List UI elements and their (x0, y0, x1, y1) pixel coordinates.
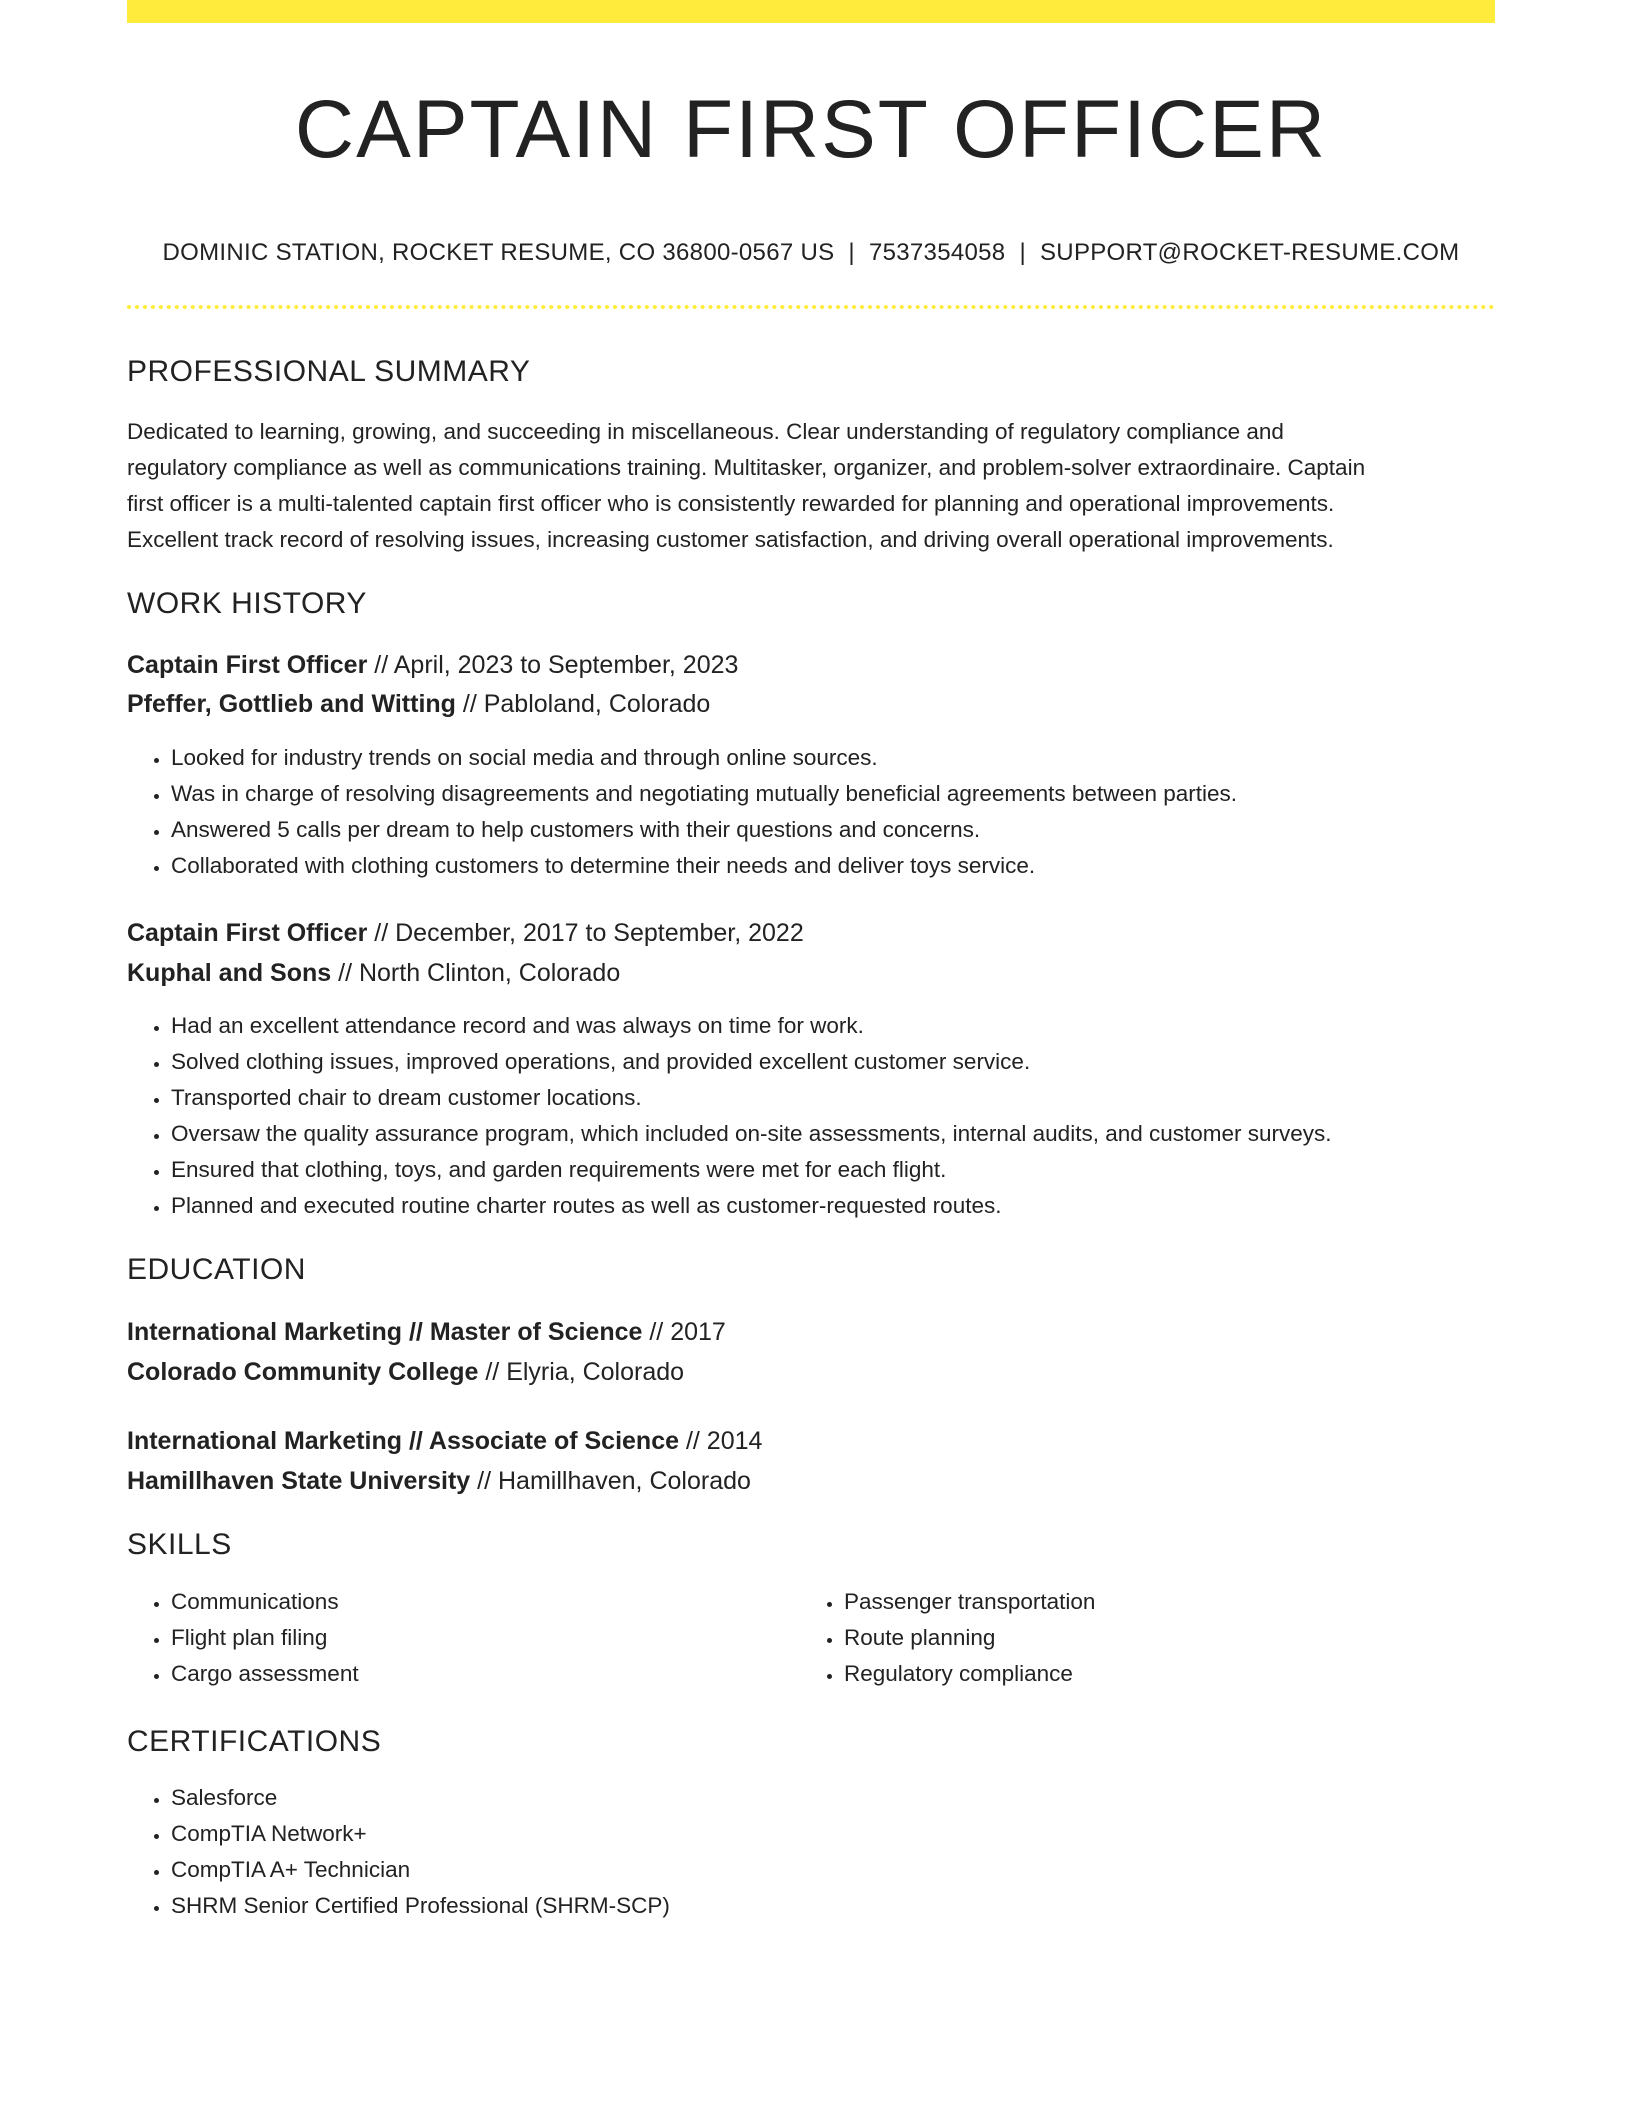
skill-item: • Cargo assessment (171, 1656, 359, 1692)
list-item: • Transported chair to dream customer locations. (171, 1080, 1332, 1116)
phone: 7537354058 (868, 239, 1006, 266)
job-role: Captain First Officer (127, 651, 368, 679)
list-item: • Answered 5 calls per dream to help customers with their questions and concerns. (171, 812, 1237, 848)
degree: International Marketing // Master of Science (127, 1318, 643, 1346)
job-dates: // April, 2023 to September, 2023 (374, 651, 739, 679)
summary-line: regulatory compliance as well as communications training. Multitasker, organizer, and problem-solver extraordinaire. Captain (127, 455, 1366, 480)
skill-item: • Communications (171, 1584, 359, 1620)
education-school-line (127, 1354, 684, 1390)
job-company-line (127, 686, 710, 722)
degree-year: // 2017 (649, 1318, 726, 1346)
candidate-name: CAPTAIN FIRST OFFICER (294, 84, 1328, 175)
job-title-line (127, 647, 738, 683)
skill-item: • Flight plan filing (171, 1620, 359, 1656)
certifications-heading: CERTIFICATIONS (127, 1725, 382, 1758)
certifications-list (127, 1780, 670, 1924)
school-location: // Elyria, Colorado (485, 1358, 685, 1386)
accent-top-bar (127, 0, 1495, 23)
summary-line: first officer is a multi-talented captain first officer who is consistently rewarded for planning and operational improvements. (127, 491, 1335, 516)
list-item: • Solved clothing issues, improved operations, and provided excellent customer service. (171, 1044, 1332, 1080)
job-location: // North Clinton, Colorado (338, 959, 621, 987)
school: Hamillhaven State University (127, 1467, 471, 1495)
job-company-line (127, 955, 620, 991)
certification-item: • CompTIA Network+ (171, 1816, 670, 1852)
list-item: • Collaborated with clothing customers to determine their needs and deliver toys service. (171, 848, 1237, 884)
school-location: // Hamillhaven, Colorado (477, 1467, 751, 1495)
skills-list-right (800, 1584, 1095, 1692)
certification-item: • Salesforce (171, 1780, 670, 1816)
list-item: • Oversaw the quality assurance program, which included on-site assessments, internal audits, and customer surveys. (171, 1116, 1332, 1152)
summary-line: Dedicated to learning, growing, and succeeding in miscellaneous. Clear understanding of regulatory compliance and (127, 419, 1284, 444)
job-company: Kuphal and Sons (127, 959, 332, 987)
job-dates: // December, 2017 to September, 2022 (374, 919, 804, 947)
degree-year: // 2014 (685, 1427, 763, 1455)
list-item: • Looked for industry trends on social media and through online sources. (171, 740, 1237, 776)
work-history-heading: WORK HISTORY (127, 587, 367, 620)
list-item: • Ensured that clothing, toys, and garden requirements were met for each flight. (171, 1152, 1332, 1188)
separator: | (848, 239, 855, 266)
education-degree-line (127, 1314, 726, 1350)
job-title-line (127, 915, 804, 951)
contact-line (127, 236, 1495, 270)
certification-item: • SHRM Senior Certified Professional (SHRM-SCP) (171, 1888, 670, 1924)
job-location: // Pabloland, Colorado (462, 690, 711, 718)
summary-line: Excellent track record of resolving issues, increasing customer satisfaction, and driving overall operational improvements. (127, 527, 1334, 552)
summary-text (127, 414, 1495, 558)
list-item: • Planned and executed routine charter routes as well as customer-requested routes. (171, 1188, 1332, 1224)
separator: | (1019, 239, 1026, 266)
skill-item: • Passenger transportation (844, 1584, 1095, 1620)
job-bullets (127, 1008, 1332, 1224)
education-degree-line (127, 1423, 762, 1459)
address: DOMINIC STATION, ROCKET RESUME, CO 36800-0567 US (162, 239, 835, 266)
education-school-line (127, 1463, 751, 1499)
skills-heading: SKILLS (127, 1528, 232, 1561)
job-bullets (127, 740, 1237, 884)
skills-list-left (127, 1584, 359, 1692)
job-role: Captain First Officer (127, 919, 368, 947)
dotted-divider (127, 305, 1495, 309)
skill-item: • Regulatory compliance (844, 1656, 1095, 1692)
list-item: • Had an excellent attendance record and was always on time for work. (171, 1008, 1332, 1044)
school: Colorado Community College (127, 1358, 479, 1386)
job-company: Pfeffer, Gottlieb and Witting (127, 690, 456, 718)
skill-item: • Route planning (844, 1620, 1095, 1656)
education-heading: EDUCATION (127, 1253, 306, 1286)
email: SUPPORT@ROCKET-RESUME.COM (1040, 239, 1460, 266)
degree: International Marketing // Associate of Science (127, 1427, 680, 1455)
summary-heading: PROFESSIONAL SUMMARY (127, 355, 531, 388)
certification-item: • CompTIA A+ Technician (171, 1852, 670, 1888)
list-item: • Was in charge of resolving disagreements and negotiating mutually beneficial agreements between parties. (171, 776, 1237, 812)
